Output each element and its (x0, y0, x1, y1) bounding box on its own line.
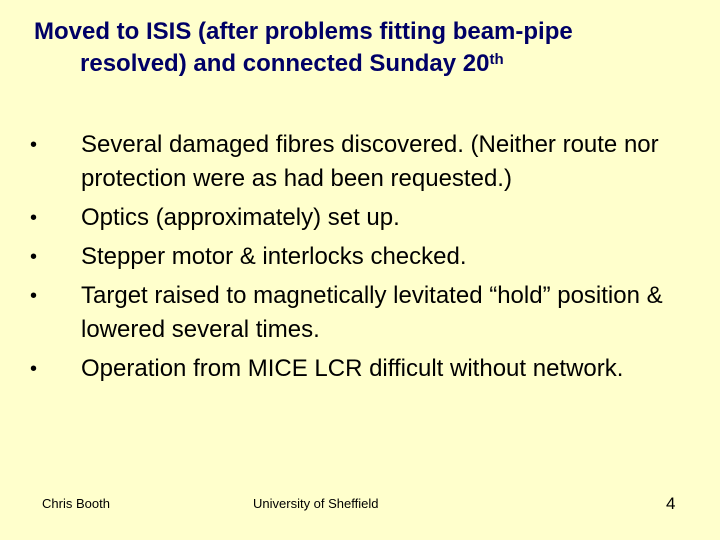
title-line-1: Moved to ISIS (after problems fitting beam-pipe (34, 18, 573, 45)
footer-institution: University of Sheffield (253, 496, 379, 511)
bullet-text: Several damaged fibres discovered. (Neither route nor protection were as had been requested.) (81, 131, 659, 192)
bullet-icon: • (30, 207, 38, 229)
page-number: 4 (666, 494, 676, 513)
bullet-icon: • (30, 246, 38, 268)
bullet-item (30, 240, 670, 274)
bullet-text: Stepper motor & interlocks checked. (81, 243, 467, 270)
title-line-2 (34, 48, 694, 80)
title-line-2-text: resolved) and connected Sunday 20 (80, 50, 490, 77)
bullet-text: Target raised to magnetically levitated “hold” position & lowered several times. (81, 282, 663, 343)
bullet-text: Operation from MICE LCR difficult without network. (81, 355, 624, 382)
bullet-text: Optics (approximately) set up. (81, 204, 400, 231)
bullet-icon: • (30, 358, 38, 380)
bullet-item (30, 279, 670, 347)
bullet-icon: • (30, 285, 38, 307)
bullet-item (30, 201, 670, 235)
title-superscript: th (489, 51, 504, 68)
footer-author: Chris Booth (42, 496, 110, 511)
bullet-list (30, 128, 670, 391)
bullet-item (30, 128, 670, 196)
bullet-item (30, 352, 670, 386)
bullet-icon: • (30, 134, 38, 156)
slide-title (34, 16, 694, 80)
